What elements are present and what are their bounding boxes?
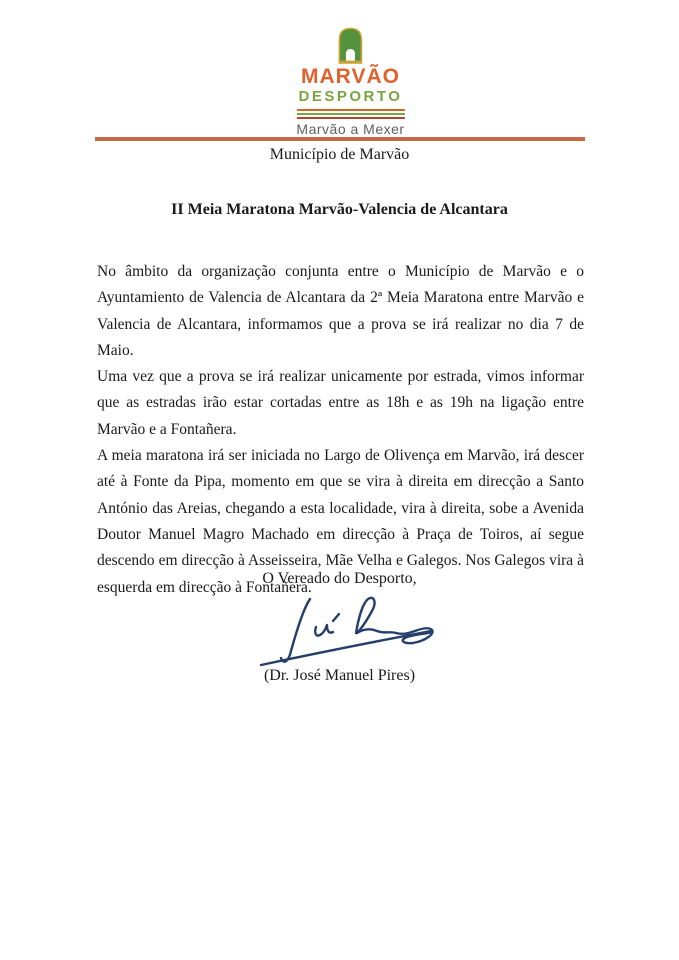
- logo-stripe-green: [297, 113, 405, 115]
- letter-body: [97, 259, 584, 601]
- header-rule: [95, 137, 585, 141]
- logo-stripe-red: [297, 117, 405, 119]
- logo-tagline: Marvão a Mexer: [296, 120, 405, 137]
- paragraph-3: A meia maratona irá ser iniciada no Largo de Olivença em Marvão, irá descer até à Fonte da Pipa, momento em que se vira à direita em direcção a Santo António das Areias, chegando a esta localidade, vira à direita, sobe a Avenida Doutor Manuel Magro Machado em direcção à Praça de Toiros, aí segue descendo em direcção à Asseisseira, Mãe Velha e Galegos. Nos Galegos vira à esquerda em direcção à Fontañera.: [97, 447, 584, 596]
- signatory-name: (Dr. José Manuel Pires): [263, 667, 416, 684]
- logo-stripes: [297, 109, 405, 119]
- paragraph-1: No âmbito da organização conjunta entre o Município de Marvão e o Ayuntamiento de Valencia de Alcantara da 2ª Meia Maratona entre Marvão e Valencia de Alcantara, informamos que a prova se irá realizar no dia 7 de Maio.: [97, 263, 584, 359]
- organization-name: Município de Marvão: [269, 146, 410, 163]
- logo: [296, 26, 404, 136]
- castle-arch-icon: [337, 26, 364, 65]
- signatory-role: O Vereado do Desporto,: [262, 570, 417, 587]
- handwritten-signature: [253, 591, 443, 669]
- document-title: II Meia Maratona Marvão-Valencia de Alcantara: [171, 201, 508, 218]
- logo-subtitle: DESPORTO: [298, 88, 403, 106]
- paragraph-2: Uma vez que a prova se irá realizar unicamente por estrada, vimos informar que as estradas irão estar cortadas entre as 18h e as 19h na ligação entre Marvão e a Fontañera.: [97, 368, 584, 438]
- logo-title: MARVÃO: [301, 65, 400, 88]
- logo-stripe-orange: [297, 109, 405, 111]
